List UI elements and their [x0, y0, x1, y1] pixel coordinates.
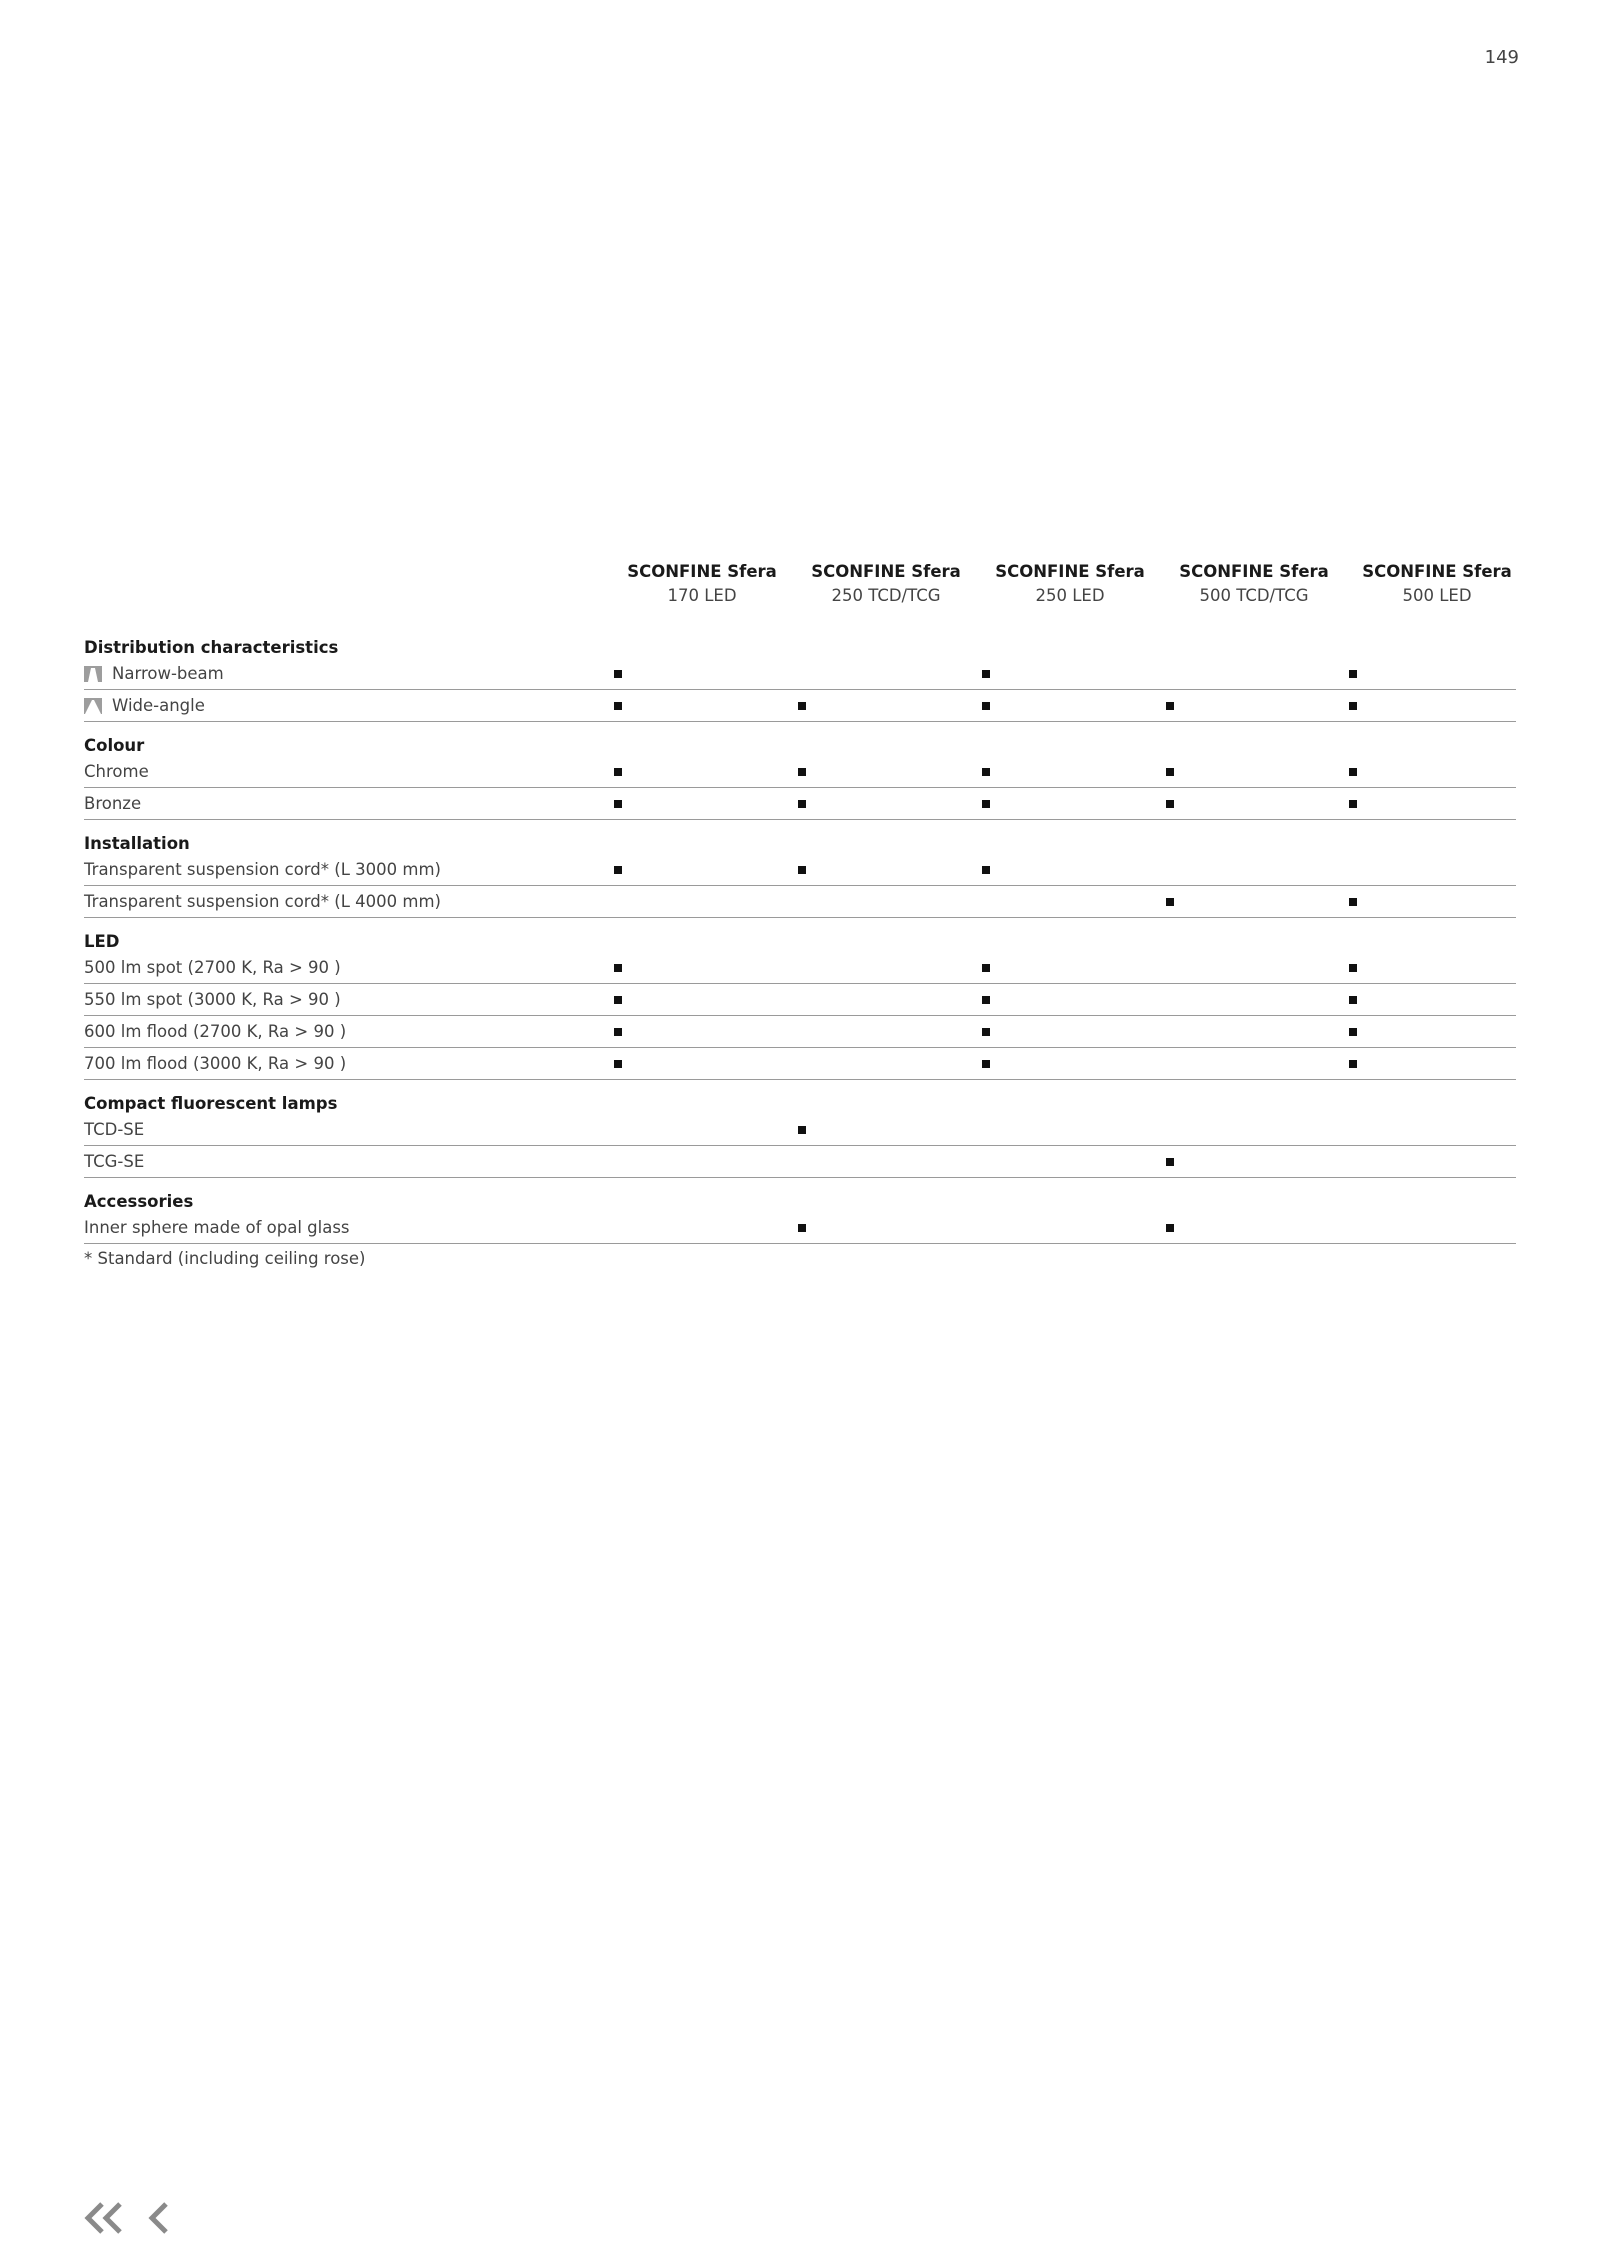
wide-angle-icon [84, 698, 102, 714]
table-row [84, 756, 1516, 788]
column-subtitle: 250 LED [1035, 586, 1105, 605]
row-label-wrap [84, 958, 341, 978]
availability-mark [798, 1224, 806, 1232]
availability-mark [614, 964, 622, 972]
table-row [84, 788, 1516, 820]
first-page-button[interactable] [82, 2200, 126, 2240]
previous-page-button[interactable] [146, 2200, 172, 2240]
row-label-wrap [84, 1022, 346, 1042]
availability-mark [982, 1060, 990, 1068]
availability-mark [982, 800, 990, 808]
availability-mark [614, 768, 622, 776]
availability-mark [982, 702, 990, 710]
table-row [84, 1114, 1516, 1146]
table-row [84, 984, 1516, 1016]
column-header [1342, 560, 1532, 608]
row-label: 500 lm spot (2700 K, Ra > 90 ) [84, 958, 341, 977]
availability-mark [1166, 898, 1174, 906]
section-title: Accessories [84, 1192, 194, 1211]
table-section [84, 834, 1516, 918]
table-section [84, 638, 1516, 722]
availability-mark [982, 996, 990, 1004]
availability-mark [1166, 1158, 1174, 1166]
availability-mark [614, 670, 622, 678]
availability-mark [982, 1028, 990, 1036]
row-label-wrap [84, 762, 149, 782]
footnote: * Standard (including ceiling rose) [84, 1249, 366, 1268]
row-label: TCG-SE [84, 1152, 145, 1171]
availability-mark [1349, 1028, 1357, 1036]
column-header [975, 560, 1165, 608]
availability-mark [798, 768, 806, 776]
table-row [84, 1212, 1516, 1244]
table-section [84, 736, 1516, 820]
availability-mark [982, 866, 990, 874]
row-label: TCD-SE [84, 1120, 145, 1139]
double-chevron-left-icon [82, 2200, 126, 2236]
column-header-row [84, 560, 1516, 616]
row-label: Wide-angle [112, 696, 205, 715]
column-header [791, 560, 981, 608]
availability-mark [1166, 1224, 1174, 1232]
column-header [607, 560, 797, 608]
table-row [84, 1146, 1516, 1178]
narrow-beam-icon [84, 666, 102, 682]
table-row [84, 952, 1516, 984]
availability-mark [982, 964, 990, 972]
table-row [84, 854, 1516, 886]
table-section [84, 1094, 1516, 1178]
availability-mark [1349, 768, 1357, 776]
row-label: 600 lm flood (2700 K, Ra > 90 ) [84, 1022, 347, 1041]
page-number: 149 [1484, 47, 1519, 68]
page-navigation [82, 2200, 172, 2240]
availability-mark [614, 1028, 622, 1036]
availability-mark [614, 702, 622, 710]
row-label: Transparent suspension cord* (L 4000 mm) [84, 892, 441, 911]
column-subtitle: 250 TCD/TCG [831, 586, 941, 605]
column-header [1159, 560, 1349, 608]
row-label-wrap [84, 1120, 144, 1140]
availability-mark [798, 1126, 806, 1134]
row-label-wrap [84, 990, 341, 1010]
availability-mark [614, 800, 622, 808]
column-subtitle: 170 LED [667, 586, 737, 605]
row-label-wrap [84, 1218, 350, 1238]
row-label: Chrome [84, 762, 149, 781]
availability-mark [1349, 996, 1357, 1004]
availability-mark [614, 996, 622, 1004]
section-title: Colour [84, 736, 145, 755]
row-label: Narrow-beam [112, 664, 224, 683]
availability-mark [798, 702, 806, 710]
row-label-wrap [84, 860, 441, 880]
availability-mark [1349, 800, 1357, 808]
row-label: Inner sphere made of opal glass [84, 1218, 350, 1237]
column-title: SCONFINE Sfera [811, 562, 961, 581]
row-label-wrap [84, 794, 141, 814]
availability-mark [614, 866, 622, 874]
chevron-left-icon [146, 2200, 172, 2236]
availability-mark [798, 866, 806, 874]
specification-table [84, 560, 1516, 1244]
section-title: Installation [84, 834, 190, 853]
row-label: Transparent suspension cord* (L 3000 mm) [84, 860, 441, 879]
column-title: SCONFINE Sfera [995, 562, 1145, 581]
row-label-wrap [84, 1054, 346, 1074]
availability-mark [1349, 1060, 1357, 1068]
availability-mark [614, 1060, 622, 1068]
table-section [84, 1192, 1516, 1244]
row-label: 700 lm flood (3000 K, Ra > 90 ) [84, 1054, 347, 1073]
section-title: Distribution characteristics [84, 638, 339, 657]
availability-mark [798, 800, 806, 808]
row-label-wrap [84, 696, 205, 716]
table-row [84, 690, 1516, 722]
column-title: SCONFINE Sfera [1179, 562, 1329, 581]
availability-mark [1166, 800, 1174, 808]
availability-mark [1166, 768, 1174, 776]
row-label: Bronze [84, 794, 142, 813]
availability-mark [1166, 702, 1174, 710]
row-label-wrap [84, 892, 441, 912]
availability-mark [982, 670, 990, 678]
section-title: Compact fluorescent lamps [84, 1094, 338, 1113]
availability-mark [1349, 702, 1357, 710]
column-title: SCONFINE Sfera [1362, 562, 1512, 581]
column-title: SCONFINE Sfera [627, 562, 777, 581]
availability-mark [1349, 898, 1357, 906]
section-title: LED [84, 932, 120, 951]
table-row [84, 1048, 1516, 1080]
row-label-wrap [84, 664, 224, 684]
table-row [84, 1016, 1516, 1048]
column-subtitle: 500 TCD/TCG [1199, 586, 1309, 605]
availability-mark [1349, 964, 1357, 972]
row-label-wrap [84, 1152, 144, 1172]
availability-mark [982, 768, 990, 776]
table-sections [84, 638, 1516, 1244]
column-subtitle: 500 LED [1402, 586, 1472, 605]
availability-mark [1349, 670, 1357, 678]
table-row [84, 658, 1516, 690]
table-section [84, 932, 1516, 1080]
row-label: 550 lm spot (3000 K, Ra > 90 ) [84, 990, 341, 1009]
table-row [84, 886, 1516, 918]
